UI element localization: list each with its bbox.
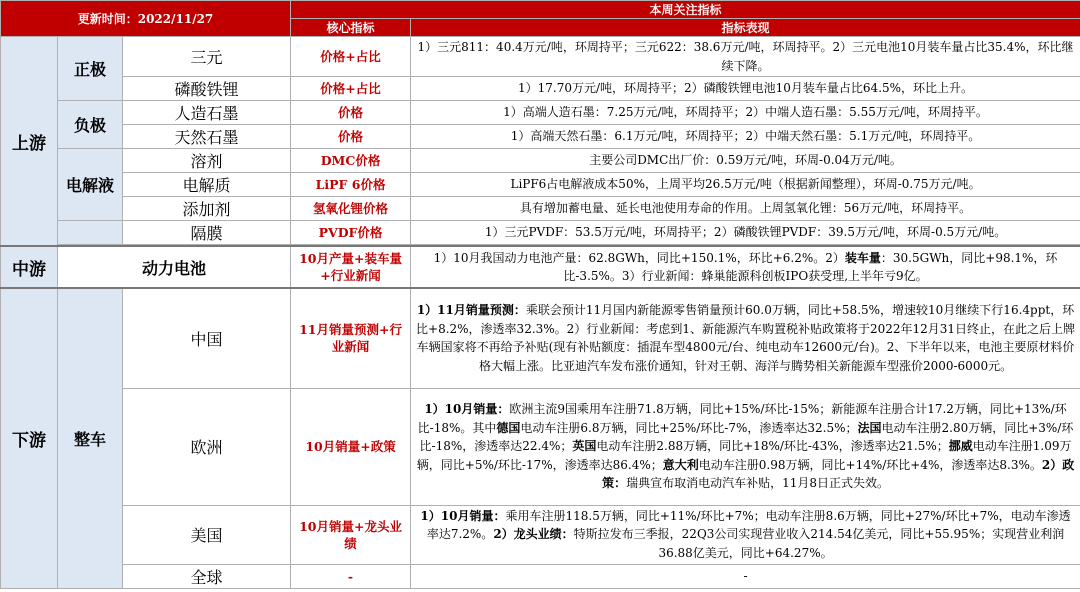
indicator-artificial-graphite: 价格: [291, 101, 411, 125]
col-header-core: 核心指标: [291, 19, 411, 37]
perf-ternary: 1）三元811：40.4万元/吨，环周持平；三元622：38.6万元/吨，环周持平。2）三元电池10月装车量占比35.4%，环比继续下降。: [411, 37, 1080, 77]
category-electrolyte: 电解液: [58, 149, 123, 221]
category-cathode: 正极: [58, 37, 123, 101]
perf-usa: 1）10月销量：乘用车注册118.5万辆，同比+11%/环比+7%；电动车注册8.6万辆，同比+27%/环比+7%，电动车渗透率达7.2%。2）龙头业绩：特斯拉发布三季报，22Q3公司实现营业收入214.54亿美元，同比+55.95%；实现营业利润36.88亿美元，同比+64.27%。: [411, 505, 1080, 564]
stage-downstream: 下游: [1, 288, 58, 588]
region-europe: 欧洲: [123, 388, 291, 505]
perf-separator: 1）三元PVDF：53.5万元/吨，环周持平；2）磷酸铁锂PVDF：39.5万元/吨，环周-0.5万元/吨。: [411, 221, 1080, 245]
perf-china: 1）11月销量预测：乘联会预计11月国内新能源零售销量预计60.0万辆，同比+58.5%，增速较10月继续下行16.4ppt，环比+8.2%，渗透率32.3%。2）行业新闻：考虑到1、新能源汽车购置税补贴政策将于2022年12月31日终止，在此之后上牌车辆国家将不再给予补贴(现有补贴额度：插混车型4800元/台、纯电动车12600元/台)。2、下半年以来，电池主要原材料价格大幅上涨。比亚迪汽车发布涨价通知，针对王朝、海洋与腾势相关新能源车型涨价2000-6000元。: [411, 288, 1080, 388]
col-header-perf: 指标表现: [411, 19, 1080, 37]
indicator-global: -: [291, 564, 411, 588]
indicator-power-battery: 10月产量+装车量+行业新闻: [291, 246, 411, 288]
indicator-lfp: 价格+占比: [291, 77, 411, 101]
indicator-solvent: DMC价格: [291, 149, 411, 173]
indicator-china: 11月销量预测+行业新闻: [291, 288, 411, 388]
perf-additive: 具有增加蓄电量、延长电池使用寿命的作用。上周氢氧化锂：56万元/吨，环周持平。: [411, 197, 1080, 221]
item-separator: 隔膜: [123, 221, 291, 245]
perf-solvent: 主要公司DMC出厂价：0.59万元/吨，环周-0.04万元/吨。: [411, 149, 1080, 173]
perf-lfp: 1）17.70万元/吨，环周持平；2）磷酸铁锂电池10月装车量占比64.5%，环比上升。: [411, 77, 1080, 101]
indicator-separator: PVDF价格: [291, 221, 411, 245]
category-anode: 负极: [58, 101, 123, 149]
perf-natural-graphite: 1）高端天然石墨：6.1万元/吨，环周持平；2）中端天然石墨：5.1万元/吨，环周持平。: [411, 125, 1080, 149]
region-usa: 美国: [123, 505, 291, 564]
indicator-usa: 10月销量+龙头业绩: [291, 505, 411, 564]
item-artificial-graphite: 人造石墨: [123, 101, 291, 125]
indicator-additive: 氢氧化锂价格: [291, 197, 411, 221]
item-natural-graphite: 天然石墨: [123, 125, 291, 149]
region-china: 中国: [123, 288, 291, 388]
indicator-ternary: 价格+占比: [291, 37, 411, 77]
perf-power-battery: 1）10月我国动力电池产量：62.8GWh，同比+150.1%，环比+6.2%。2）装车量：30.5GWh，同比+98.1%，环比-3.5%。3）行业新闻：蜂巢能源科创板IPO获受理,上半年亏9亿。: [411, 246, 1080, 288]
item-lfp: 磷酸铁锂: [123, 77, 291, 101]
item-ternary: 三元: [123, 37, 291, 77]
indicator-europe: 10月销量+政策: [291, 388, 411, 505]
item-electrolyte-salt: 电解质: [123, 173, 291, 197]
category-separator-blank: [58, 221, 123, 245]
section-title: 本周关注指标: [291, 1, 1080, 19]
perf-global: -: [411, 564, 1080, 588]
perf-electrolyte-salt: LiPF6占电解液成本50%，上周平均26.5万元/吨（根据新闻整理），环周-0.75万元/吨。: [411, 173, 1080, 197]
region-global: 全球: [123, 564, 291, 588]
item-power-battery: 动力电池: [58, 246, 291, 288]
perf-europe: 1）10月销量：欧洲主流9国乘用车注册71.8万辆，同比+15%/环比-15%；新能源车注册合计17.2万辆，同比+13%/环比-18%。其中德国电动车注册6.8万辆，同比+25%/环比-7%，渗透率达32.5%；法国电动车注册2.80万辆，同比+3%/环比-18%，渗透率达22.4%；英国电动车注册2.88万辆，同比+18%/环比-43%，渗透率达21.5%；挪威电动车注册1.09万辆，同比+5%/环比-17%，渗透率达86.4%；意大利电动车注册0.98万辆，同比+14%/环比+4%，渗透率达8.3%。2）政策：瑞典宣布取消电动汽车补贴，11月8日正式失效。: [411, 388, 1080, 505]
item-additive: 添加剂: [123, 197, 291, 221]
stage-upstream: 上游: [1, 37, 58, 247]
update-time: 更新时间：2022/11/27: [1, 1, 291, 37]
category-vehicles: 整车: [58, 288, 123, 588]
item-solvent: 溶剂: [123, 149, 291, 173]
indicator-electrolyte-salt: LiPF 6价格: [291, 173, 411, 197]
stage-midstream: 中游: [1, 246, 58, 288]
indicator-natural-graphite: 价格: [291, 125, 411, 149]
perf-artificial-graphite: 1）高端人造石墨：7.25万元/吨，环周持平；2）中端人造石墨：5.55万元/吨，环周持平。: [411, 101, 1080, 125]
